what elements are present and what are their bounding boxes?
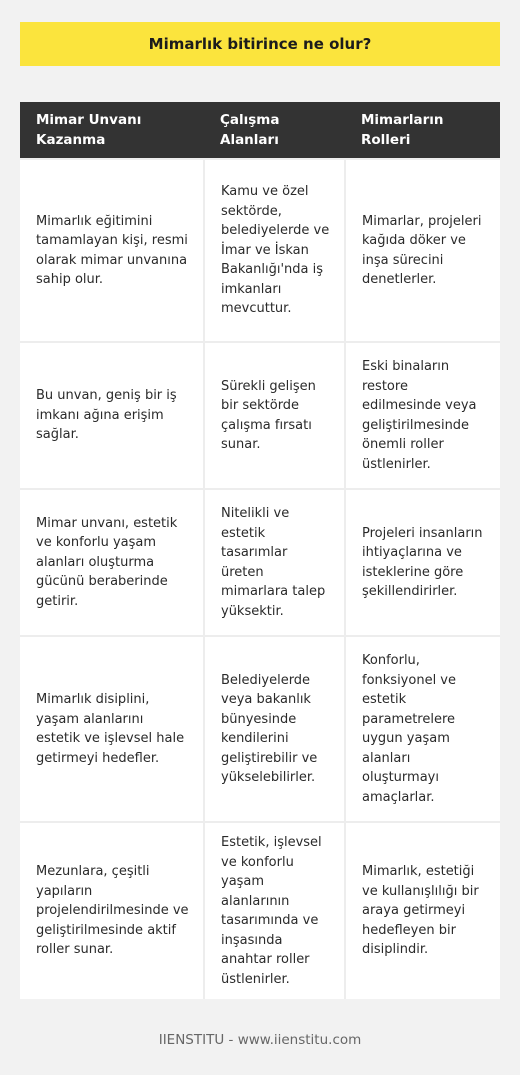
table-cell: Eski binaların restore edilmesinde veya geliştirilmesinde önemli roller üstlenirler.: [345, 342, 500, 489]
table-cell: Mimarlık, estetiği ve kullanışlılığı bir araya getirmeyi hedefleyen bir disiplindir.: [345, 822, 500, 999]
column-header-mimarlarin-rolleri: Mimarların Rolleri: [345, 102, 500, 159]
table-cell: Konforlu, fonksiyonel ve estetik parametrelere uygun yaşam alanları oluşturmayı amaçlarlar.: [345, 636, 500, 822]
table-cell: Projeleri insanların ihtiyaçlarına ve isteklerine göre şekillendirirler.: [345, 489, 500, 636]
table-cell: Mimar unvanı, estetik ve konforlu yaşam alanları oluşturma gücünü beraberinde getirir.: [20, 489, 204, 636]
column-header-calisma-alanlari: Çalışma Alanları: [204, 102, 345, 159]
footer-source-text: IIENSTITU - www.iienstitu.com: [158, 1032, 362, 1048]
table-cell: Belediyelerde veya bakanlık bünyesinde kendilerini geliştirebilir ve yükselebilirler.: [204, 636, 345, 822]
page-title: Mimarlık bitirince ne olur?: [20, 22, 500, 66]
table-cell: Estetik, işlevsel ve konforlu yaşam alanlarının tasarımında ve inşasında anahtar roller üstlenirler.: [204, 822, 345, 999]
table-cell: Sürekli gelişen bir sektörde çalışma fırsatı sunar.: [204, 342, 345, 489]
table-cell: Kamu ve özel sektörde, belediyelerde ve İmar ve İskan Bakanlığı'nda iş imkanları mevcuttur.: [204, 159, 345, 342]
table-row: [20, 159, 500, 342]
table-header-row: [20, 102, 500, 159]
table-cell: Mimarlık eğitimini tamamlayan kişi, resmi olarak mimar unvanına sahip olur.: [20, 159, 204, 342]
table-row: [20, 822, 500, 999]
column-header-mimar-unvani: Mimar Unvanı Kazanma: [20, 102, 204, 159]
info-table: [20, 102, 500, 999]
table-cell: Mezunlara, çeşitli yapıların projelendirilmesinde ve geliştirilmesinde aktif roller sunar.: [20, 822, 204, 999]
table-cell: Bu unvan, geniş bir iş imkanı ağına erişim sağlar.: [20, 342, 204, 489]
table-cell: Mimarlık disiplini, yaşam alanlarını estetik ve işlevsel hale getirmeyi hedefler.: [20, 636, 204, 822]
table-cell: Mimarlar, projeleri kağıda döker ve inşa sürecini denetlerler.: [345, 159, 500, 342]
table-cell: Nitelikli ve estetik tasarımlar üreten mimarlara talep yüksektir.: [204, 489, 345, 636]
table-row: [20, 636, 500, 822]
table-row: [20, 489, 500, 636]
table-row: [20, 342, 500, 489]
